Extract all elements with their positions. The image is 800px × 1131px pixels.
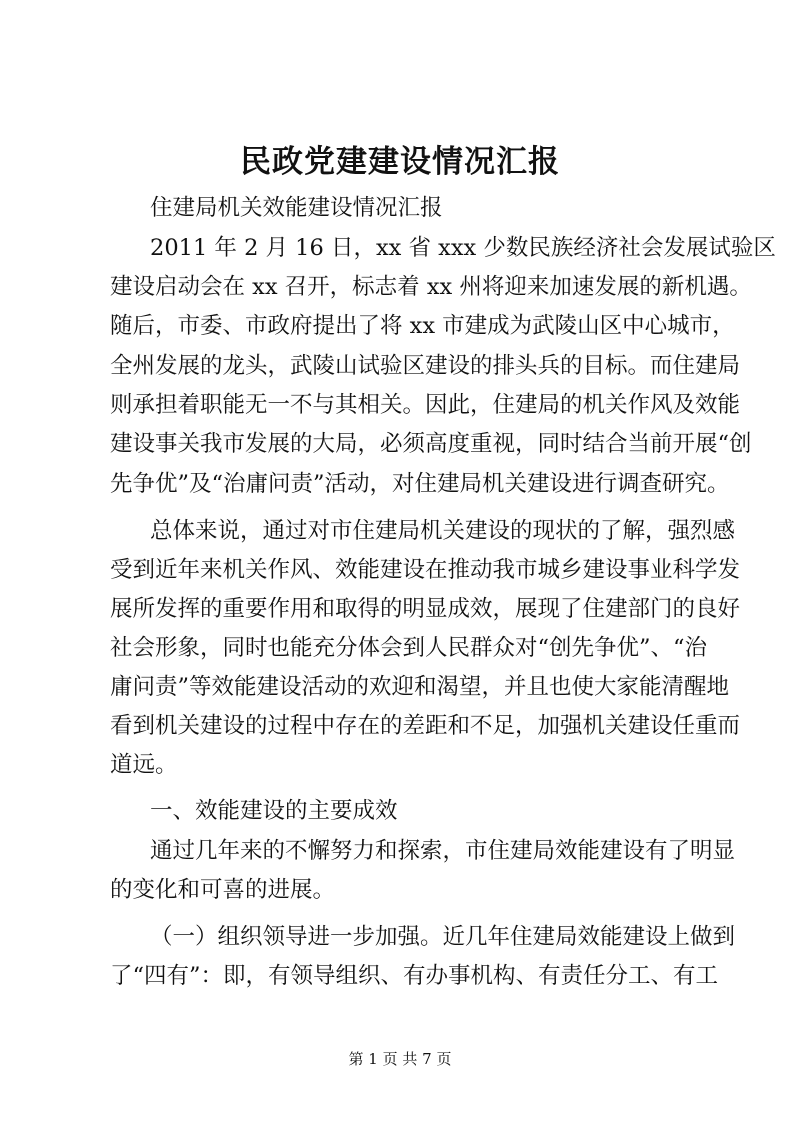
paragraph-line: 了“四有”：即，有领导组织、有办事机构、有责任分工、有工 <box>110 963 719 989</box>
paragraph-line: （一）组织领导进一步加强。近几年住建局效能建设上做到 <box>150 924 736 950</box>
document-title: 民政党建建设情况汇报 <box>240 144 560 180</box>
section-heading: 一、效能建设的主要成效 <box>150 798 398 824</box>
paragraph-line: 总体来说，通过对市住建局机关建设的现状的了解，强烈感 <box>150 518 736 544</box>
paragraph-line: 则承担着职能无一不与其相关。因此，住建局的机关作风及效能 <box>110 392 741 418</box>
paragraph-line: 随后，市委、市政府提出了将 xx 市建成为武陵山区中心城市， <box>110 313 735 339</box>
paragraph-line: 全州发展的龙头，武陵山试验区建设的排头兵的目标。而住建局 <box>110 353 741 379</box>
paragraph-line: 社会形象，同时也能充分体会到人民群众对“创先争优”、“治 <box>110 635 708 661</box>
paragraph-line: 的变化和可喜的进展。 <box>110 877 336 903</box>
page-footer: 第 1 页 共 7 页 <box>348 1050 452 1068</box>
paragraph-line: 道远。 <box>110 752 178 778</box>
paragraph-line: 通过几年来的不懈努力和探索，市住建局效能建设有了明显 <box>150 838 736 864</box>
paragraph-line: 庸问责”等效能建设活动的欢迎和渴望，并且也使大家能清醒地 <box>110 674 730 700</box>
paragraph-line: 受到近年来机关作风、效能建设在推动我市城乡建设事业科学发 <box>110 557 741 583</box>
paragraph-line: 建设事关我市发展的大局，必须高度重视，同时结合当前开展“创 <box>110 431 752 457</box>
paragraph-line: 建设启动会在 xx 召开，标志着 xx 州将迎来加速发展的新机遇。 <box>110 274 752 300</box>
subtitle-line: 住建局机关效能建设情况汇报 <box>150 195 443 221</box>
paragraph-line: 展所发挥的重要作用和取得的明显成效，展现了住建部门的良好 <box>110 596 741 622</box>
paragraph-line: 先争优”及“治庸问责”活动，对住建局机关建设进行调查研究。 <box>110 471 730 497</box>
paragraph-line: 2011 年 2 月 16 日，xx 省 xxx 少数民族经济社会发展试验区 <box>150 235 776 261</box>
paragraph-line: 看到机关建设的过程中存在的差距和不足，加强机关建设任重而 <box>110 713 741 739</box>
